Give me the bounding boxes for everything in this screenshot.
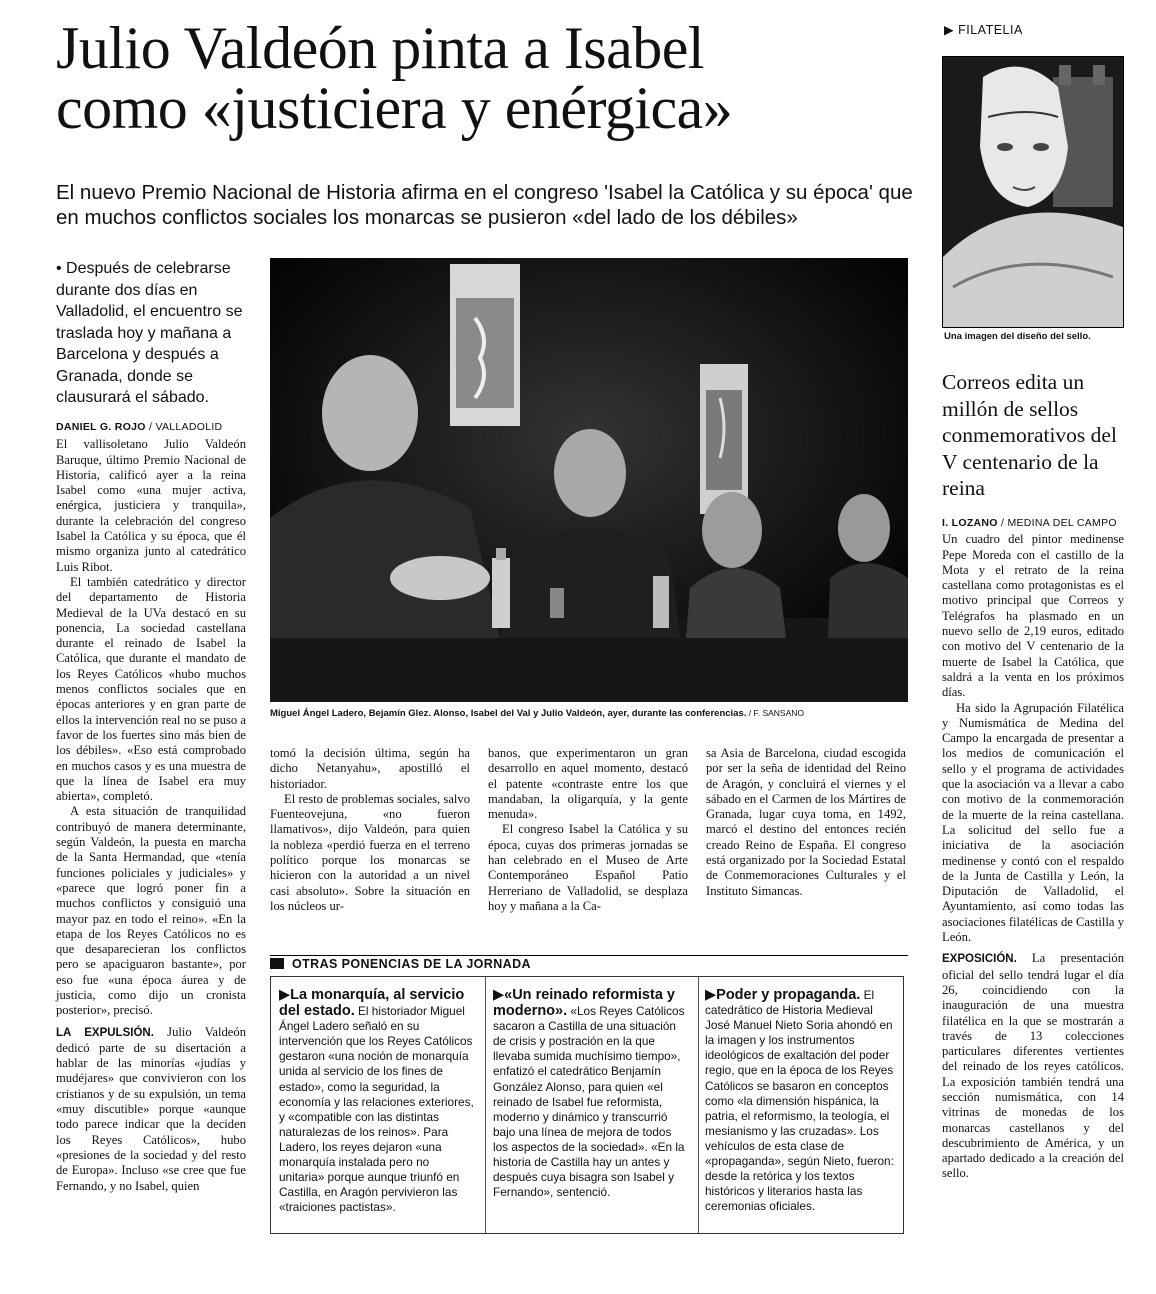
sidebar-headline: Correos edita un millón de sellos conmemorativos del V centenario de la reina [942, 370, 1117, 500]
headline-line-2: como «justiciera y enérgica» [56, 75, 733, 141]
sidebox-header [270, 955, 908, 972]
arrow-icon: ▶ [944, 23, 959, 37]
headline [56, 15, 916, 141]
section-marker-icon [270, 958, 284, 969]
ponencia-title: ▶La monarquía, al servicio del estado. [279, 987, 465, 1020]
byline: DANIEL G. ROJO / VALLADOLID [56, 421, 223, 433]
ponencia-title: ▶«Un reinado reformista y moderno». [493, 987, 675, 1020]
paragraph: banos, que experimentaron un gran desarrollo en aquel momento, destacó el patente «contraste entre los que mandaban, la oligarquía, y la gente menuda». [488, 746, 688, 822]
section-label: ▶ FILATELIA [944, 23, 1023, 37]
subhead-exposicion: EXPOSICIÓN. [942, 953, 1017, 966]
paragraph: Ha sido la Agrupación Filatélica y Numismática de Medina del Campo la encargada de presentar a los medios de comunicación el sello y el programa de actividades que la asociación va a llevar a cabo con motivo de la conmemoración de la muerte de la reina castellana. La solicitud del sello fue a iniciativa de la asociación medinense y contó con el respaldo de la Junta de Castilla y León, la Diputación de Valladolid, el Ayuntamiento, así como todas las asociaciones filatélicas de Castilla y León. [942, 700, 1124, 945]
sidebar-body [942, 516, 1124, 1182]
body-column-3 [488, 746, 688, 914]
paragraph: El congreso Isabel la Católica y su época, cuyas dos primeras jornadas se han celebrado en el Museo de Arte Contemporáneo Español Patio Herreriano de Valladolid, se desplaza hoy y mañana a la Ca- [488, 822, 688, 913]
photo-illustration [270, 258, 908, 702]
body-column-2 [270, 746, 470, 914]
paragraph: El también catedrático y director del departamento de Historia Medieval de la UVa destacó en su ponencia, La sociedad castellana durante el reinado de Isabel la Católica, que durante el mandato de los Reyes Católicos «hubo muchos menos conflictos sociales que en épocas anteriores y en gran parte de ellos la intervención real no se puso a favor de los fuertes sino más bien de los débiles». «Eso está comprobado en muchos casos y es una muestra de que la línea de Isabel era muy abierta», completó. [56, 574, 246, 804]
column-divider [485, 977, 486, 1233]
summary-bullet: • Después de celebrarse durante dos días en Valladolid, el encuentro se traslada hoy y mañana a Barcelona y después a Granada, donde se clausurará el sábado. [56, 260, 243, 406]
paragraph: El resto de problemas sociales, salvo Fuenteovejuna, «no fueron llamativos», dijo Valdeón, para quien la nobleza «perdió fuerza en el terreno político porque los monarcas se hicieron con la autoridad a un nivel casi absoluto». Sobre la situación en los núcleos ur- [270, 791, 470, 913]
deck-subheadline: El nuevo Premio Nacional de Historia afirma en el congreso 'Isabel la Católica y su época' que en muchos conflictos sociales los monarcas se pusieron «del lado de los débiles» [56, 181, 913, 229]
paragraph: Un cuadro del pintor medinense Pepe Moreda con el castillo de la Mota y el retrato de la reina castellana como protagonistas es el motivo principal que Correos y Telégrafos ha plasmado en un nuevo sello de 2,19 euros, editado con motivo del V centenario de la muerte de Isabel la Católica, que saldrá a la venta en los próximos días. [942, 532, 1124, 700]
conference-photo [270, 258, 908, 702]
paragraph: tomó la decisión última, según ha dicho Netanyahu», apostilló el historiador. [270, 746, 470, 791]
ponencia-item: ▶Poder y propaganda. El catedrático de Historia Medieval José Manuel Nieto Soria ahondó en la imagen y los instrumentos ideológicos de exaltación del poder regio, que en la época de los Reyes Católicos se basaron en conceptos como «la dimensión hispánica, la patria, el reformismo, la teología, el mesianismo y las cruzadas». Los vehículos de esta clase de «propaganda», según Nieto, fueron: desde la retórica y los textos históricos y literarios hasta las ceremonias oficiales. [705, 987, 894, 1214]
byline-location: VALLADOLID [155, 421, 223, 433]
photo-credit: / F. SANSANO [746, 708, 805, 718]
byline-author: DANIEL G. ROJO [56, 421, 146, 433]
headline-line-1: Julio Valdeón pinta a Isabel [56, 15, 705, 81]
sidebox-title: OTRAS PONENCIAS DE LA JORNADA [292, 957, 531, 971]
photo-caption: Miguel Ángel Ladero, Bejamín Glez. Alonso, Isabel del Val y Julio Valdeón, ayer, durante las conferencias. / F. SANSANO [270, 708, 805, 719]
paragraph: sa Asia de Barcelona, ciudad escogida por ser la seña de identidad del Reino de Aragón, y concluirá el viernes y el sábado en el Carmen de los Mártires de Granada, lugar cuya toma, en 1492, marcó el destino del entonces recién creado Reino de España. El congreso está organizado por la Sociedad Estatal de Conmemoraciones Culturales y el Instituto Simancas. [706, 746, 906, 898]
stamp-image [942, 56, 1124, 328]
ponencia-item: ▶La monarquía, al servicio del estado. El historiador Miguel Ángel Ladero señaló en su intervención que los Reyes Católicos gestaron «una noción de monarquía unida al servicio de los fines de estado», como la seguridad, la economía y las relaciones exteriores, y «compatible con las distintas naturalezas de los reinos». Para Ladero, los reyes dejaron «una monarquía instalada pero no unitaria» porque aunque triunfó en Castilla, en Aragón pervivieron las «traiciones pactistas». [279, 987, 474, 1215]
column-divider [698, 977, 699, 1233]
body-column-1 [56, 420, 246, 1194]
subhead-expulsion: LA EXPULSIÓN. [56, 1026, 154, 1039]
stamp-caption: Una imagen del diseño del sello. [944, 331, 1091, 342]
ponencia-title: ▶Poder y propaganda. [705, 987, 861, 1003]
body-column-4 [706, 746, 906, 899]
stamp-illustration [943, 57, 1123, 327]
paragraph: A esta situación de tranquilidad contribuyó de manera determinante, según Valdeón, la puesta en marcha de la Santa Hermandad, que «tenía funciones policiales y judiciales» y «parece que logró poner fin a muchos conflictos y consiguió una mayor paz en todo el reino». «En la etapa de los Reyes Católicos no es que desaparecieran los conflictos pero se apaciguaron bastante», por eso fue «una época áurea y de justicia, como dijo un cronista posterior», precisó. [56, 804, 246, 1018]
ponencia-item: ▶«Un reinado reformista y moderno». «Los Reyes Católicos sacaron a Castilla de una situación de crisis y postración en la que llevaba sumida muchísimo tiempo», enfatizó el catedrático Benjamín González Alonso, para quien «el reinado de Isabel fue reformista, moderno y dinámico y transcurrió bajo una línea de mejora de todos los aspectos de la sociedad». «En la historia de Castilla hay un antes y después cuya bisagra son Isabel y Fernando», sentenció. [493, 987, 685, 1200]
paragraph: El vallisoletano Julio Valdeón Baruque, último Premio Nacional de Historia, calificó ayer a la reina Isabel como «una mujer activa, enérgica, justiciera y tranquila», durante la celebración del congreso Isabel la Católica y su época, que él mismo organiza junto al catedrático Luis Ribot. [56, 437, 246, 574]
paragraph: EXPOSICIÓN. La presentación oficial del sello tendrá lugar el día 26, coincidiendo con la inauguración de una muestra filatélica en la que se mostrarán a través de 13 colecciones particulares diferentes vertientes del reinado de los reyes católicos. La exposición también tendrá una sección numismática, con 14 vitrinas de monedas de los monarcas castellanos y del descubrimiento de América, y un apartado dedicado a la creación del sello. [942, 951, 1124, 1181]
sidebar-byline: I. LOZANO / MEDINA DEL CAMPO [942, 517, 1117, 529]
otras-ponencias-box [270, 976, 904, 1234]
paragraph: LA EXPULSIÓN. Julio Valdeón dedicó parte de su disertación a hablar de las minorías «judías y mudéjares» que convivieron con los cristianos y de su expulsión, un tema «muy discutible» porque «aunque todo parece indicar que la deciden los Reyes Católicos», hubo «presiones de la sociedad y del resto de Europa». Incluso «se cree que fue Fernando, y no Isabel, quien [56, 1024, 246, 1193]
